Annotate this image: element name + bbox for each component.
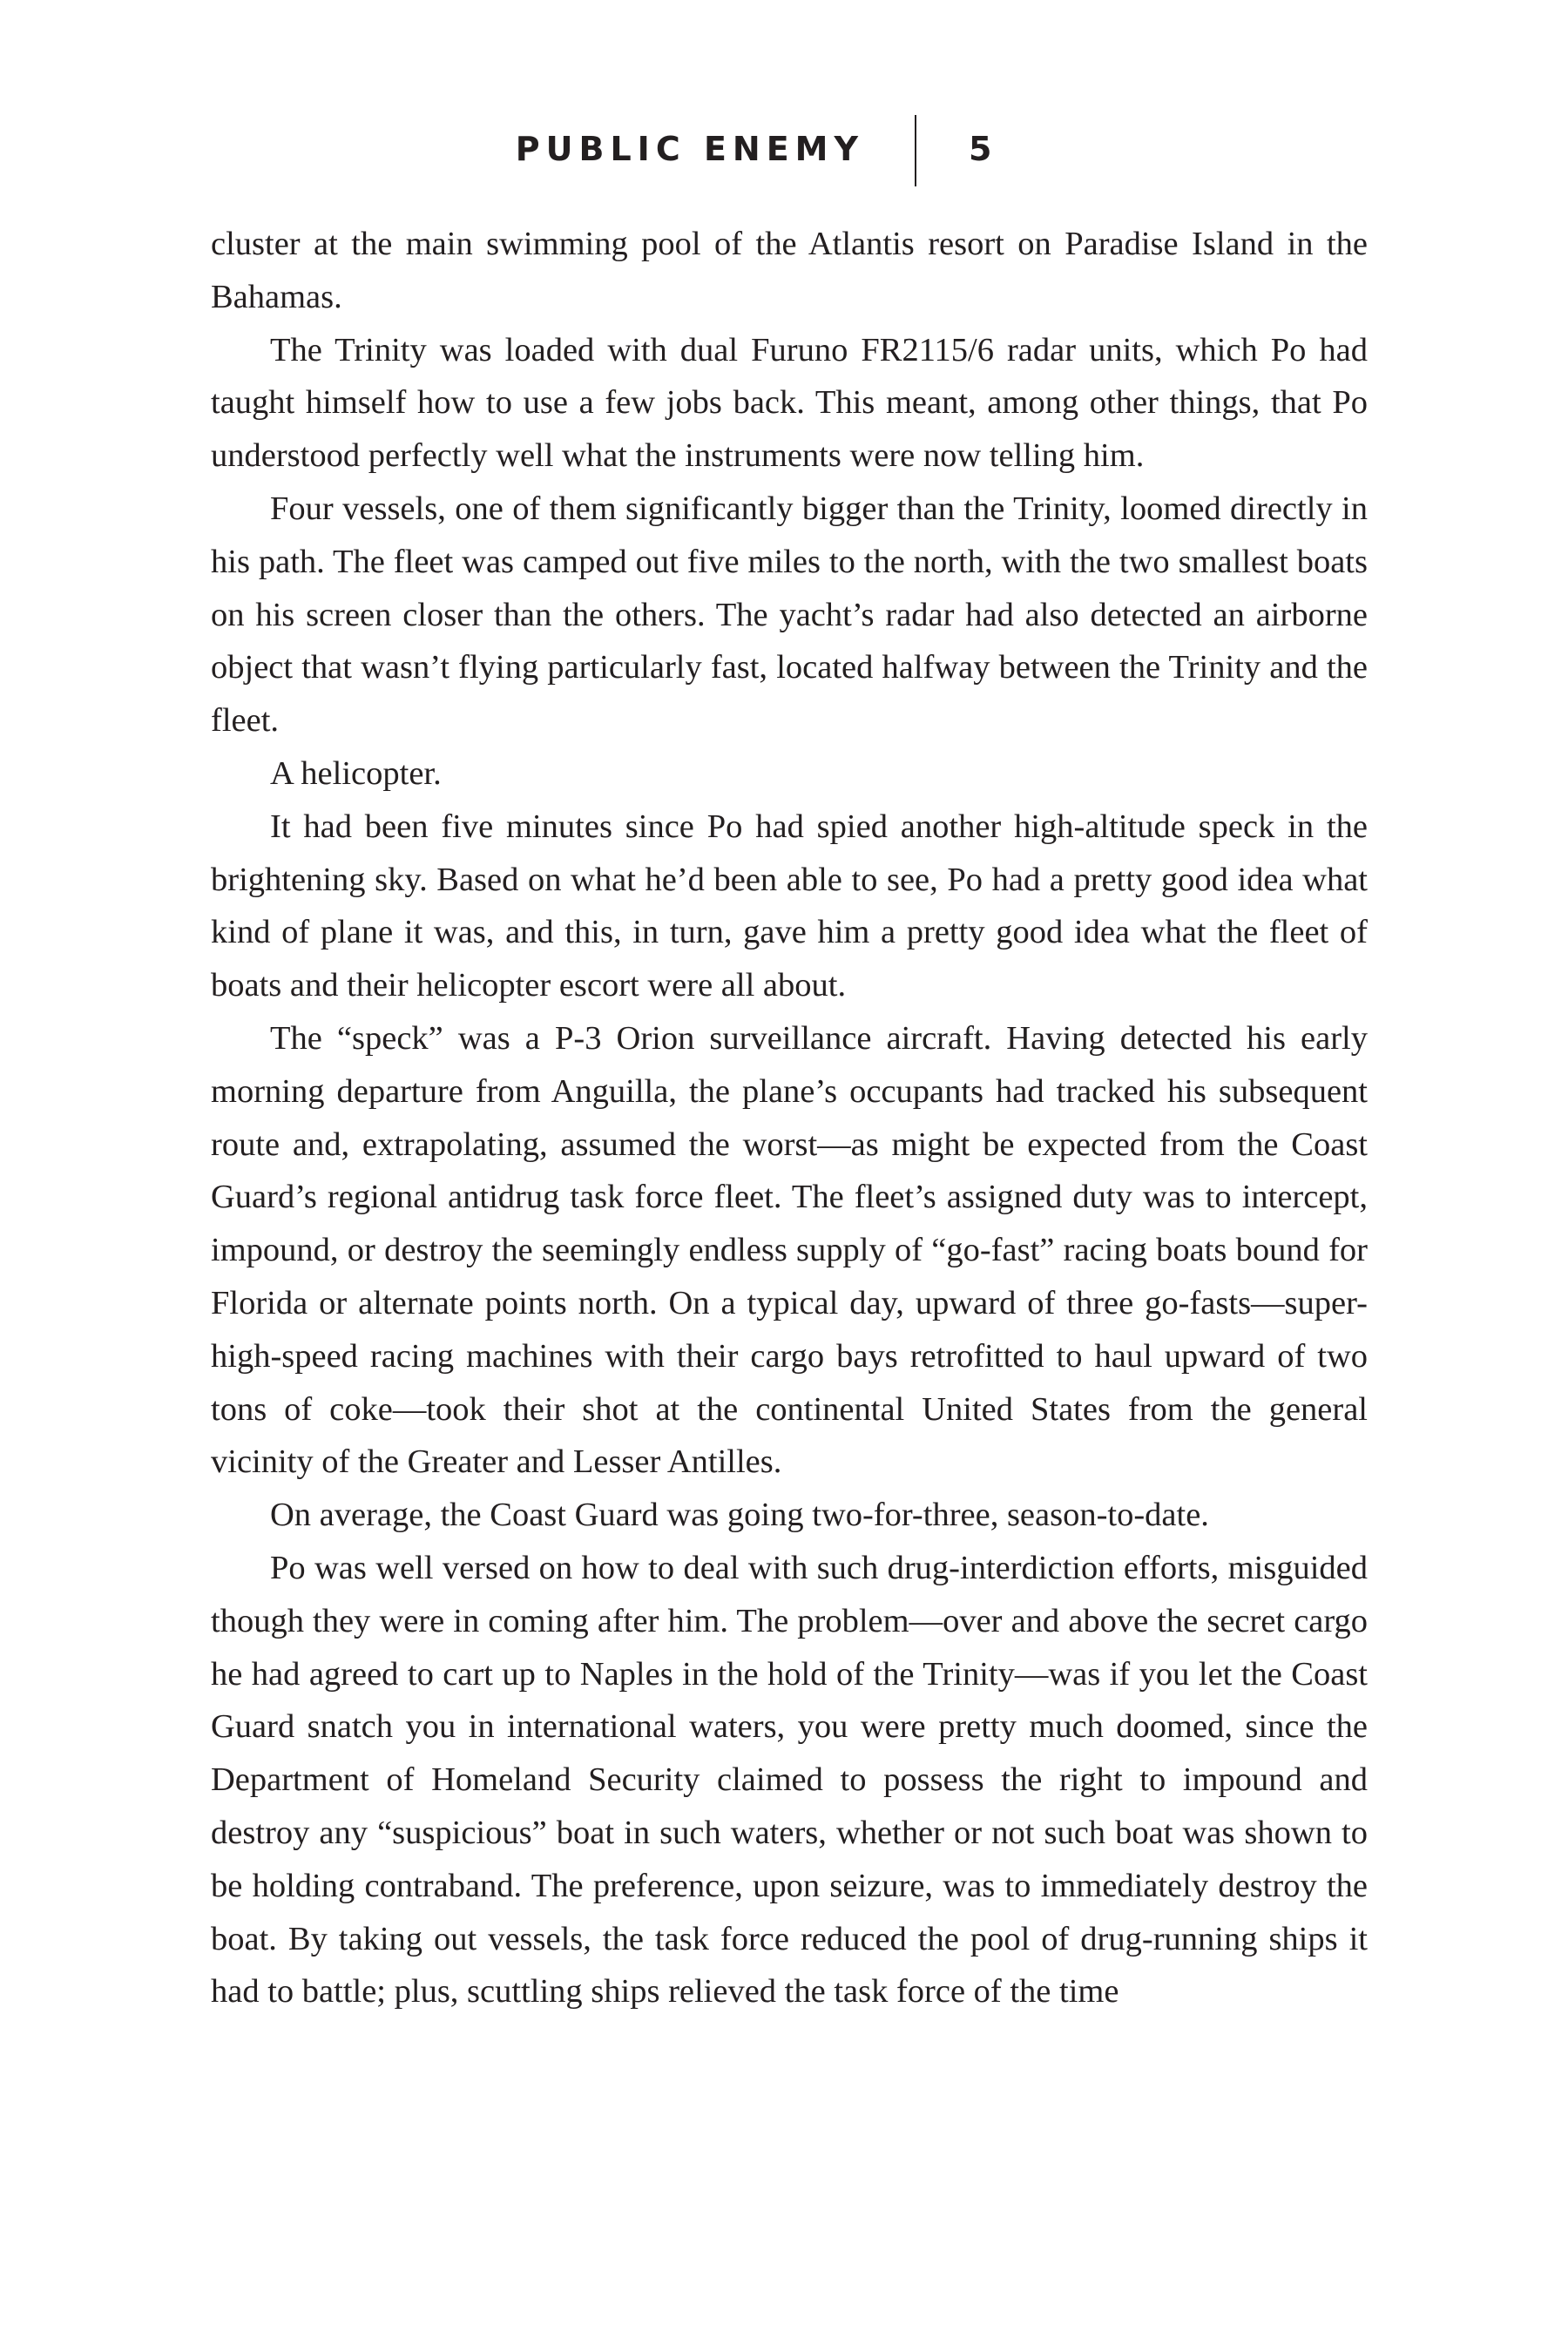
paragraph-4: A helicopter. [270,754,442,792]
running-head [0,122,1568,183]
paragraph-8: Po was well versed on how to deal with such drug-interdiction efforts, misguided though they were in coming after him. The problem—over and above the secret cargo he had agreed to cart up to Naples in the hold of the Trinity—was if you let the Coast Guard snatch you in international waters, you were pretty much doomed, since the Department of Homeland Security claimed to possess the right to impound and destroy any “suspicious” boat in such waters, whether or not such boat was shown to be holding contraband. The preference, upon seizure, was to immediately destroy the boat. By taking out vessels, the task force reduced the pool of drug-running ships it had to battle; plus, scuttling ships relieved the task force of the time [211,1549,1368,2011]
paragraph-6: The “speck” was a P-3 Orion surveillance aircraft. Having detected his early morning departure from Anguilla, the plane’s occupants had tracked his subsequent route and, extrapolating, assumed the worst—as might be expected from the Coast Guard’s regional antidrug task force fleet. The fleet’s assigned duty was to intercept, impound, or destroy the seemingly endless supply of “go-fast” racing boats bound for Florida or alternate points north. On a typical day, upward of three go-fasts—super-high-speed racing machines with their cargo bays retrofitted to haul upward of two tons of coke—took their shot at the continental United States from the general vicinity of the Greater and Lesser Antilles. [211,1019,1368,1481]
paragraph-1: cluster at the main swimming pool of the Atlantis resort on Paradise Island in the Bahamas. [211,226,1368,315]
running-head-title: PUBLIC ENEMY [515,130,864,168]
page-number: 5 [969,130,992,168]
paragraph-2: The Trinity was loaded with dual Furuno FR2115/6 radar units, which Po had taught himself how to use a few jobs back. This meant, among other things, that Po understood perfectly well what the instruments were now telling him. [211,331,1368,475]
running-head-divider [915,115,916,186]
body-text [211,218,1368,2018]
paragraph-3: Four vessels, one of them significantly bigger than the Trinity, loomed directly in his path. The fleet was camped out five miles to the north, with the two smallest boats on his screen closer than the others. The yacht’s radar had also detected an airborne object that wasn’t flying particularly fast, located halfway between the Trinity and the fleet. [211,490,1368,740]
paragraph-5: It had been five minutes since Po had spied another high-altitude speck in the brightening sky. Based on what he’d been able to see, Po had a pretty good idea what kind of plane it was, and this, in turn, gave him a pretty good idea what the fleet of boats and their helicopter escort were all about. [211,808,1368,1004]
paragraph-7: On average, the Coast Guard was going two-for-three, season-to-date. [270,1497,1209,1534]
